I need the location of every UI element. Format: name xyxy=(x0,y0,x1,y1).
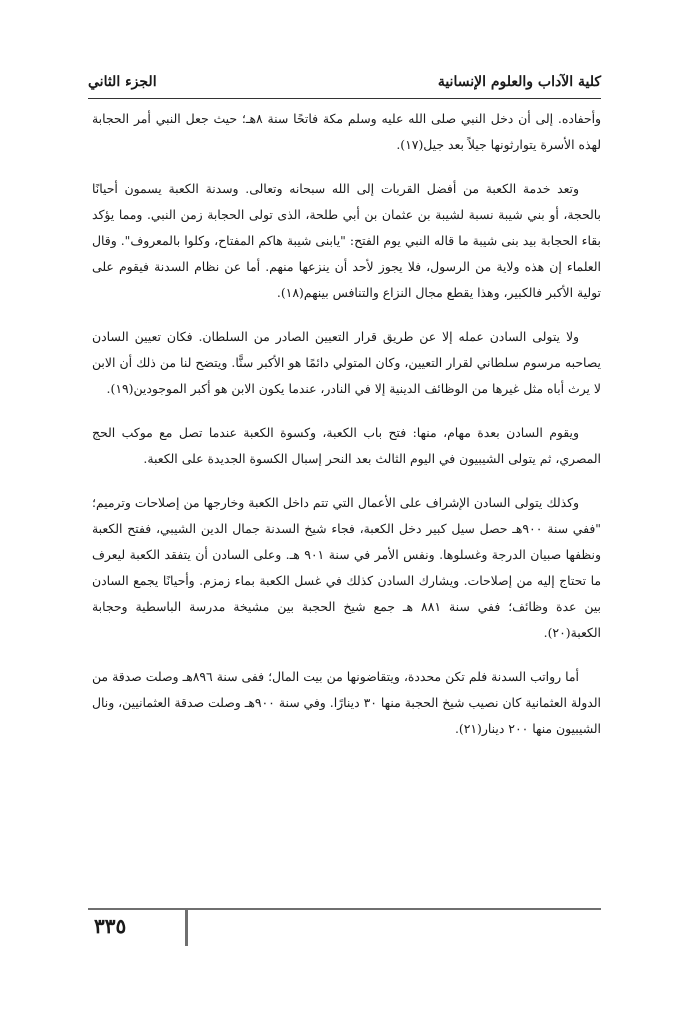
article-body xyxy=(92,106,601,760)
paragraph: وكذلك يتولى السادن الإشراف على الأعمال التي تتم داخل الكعبة وخارجها من إصلاحات وترميم؛ "ففي سنة ٩٠٠هـ حصل سيل كبير دخل الكعبة، فجاء شيخ السدنة جمال الدين الشيبي، ففتح الكعبة ونظفها صبيان الدرجة وغسلوها. ونفس الأمر في سنة ٩٠١ هـ. وعلى السادن أن يتفقد الكعبة ليعرف ما تحتاج إليه من إصلاحات. ويشارك السادن كذلك في غسل الكعبة بماء زمزم. وأحيانًا يجمع السادن بين عدة وظائف؛ ففي سنة ٨٨١ هـ جمع شيخ الحجبة بين مشيخة مدرسة الباسطية وحجابة الكعبة(٢٠). xyxy=(92,495,601,640)
footer-divider xyxy=(185,908,188,946)
page-footer xyxy=(88,908,601,948)
page-number: ٣٣٥ xyxy=(94,914,127,938)
paragraph: ولا يتولى السادن عمله إلا عن طريق قرار التعيين الصادر من السلطان. فكان تعيين السادن يصاحبه مرسوم سلطاني لقرار التعيين، وكان المتولي دائمًا هو الأكبر سنًّا. ويتضح لنا من ذلك أن الابن لا يرث أباه مثل غيرها من الوظائف الدينية إلا في النادر، عندما يكون الابن هو أكبر الموجودين(١٩). xyxy=(92,329,601,396)
header-rule xyxy=(88,98,601,99)
footer-rule xyxy=(88,908,601,910)
paragraph: أما رواتب السدنة فلم تكن محددة، ويتقاضونها من بيت المال؛ ففى سنة ٨٩٦هـ وصلت صدقة من الدولة العثمانية كان نصيب شيخ الحجبة منها ٣٠ دينارًا. وفي سنة ٩٠٠هـ وصلت صدقة العثمانيين، ونال الشيبيون منها ٢٠٠ دينار(٢١). xyxy=(92,669,601,736)
paragraph: ويقوم السادن بعدة مهام، منها: فتح باب الكعبة، وكسوة الكعبة عندما تصل مع موكب الحج المصري، ثم يتولى الشيبيون في اليوم الثالث بعد النحر إسبال الكسوة الجديدة على الكعبة. xyxy=(92,425,601,466)
running-header-title: كلية الآداب والعلوم الإنسانية xyxy=(437,74,601,90)
running-header-part: الجزء الثاني xyxy=(88,74,157,90)
paragraph: وتعد خدمة الكعبة من أفضل القربات إلى الله سبحانه وتعالى. وسدنة الكعبة يسمون أحيانًا بالحجة، أو بني شيبة نسبة لشيبة بن عثمان بن أبي طلحة، الذى تولى الحجابة زمن النبي. ومما يؤكد بقاء الحجابة بيد بنى شيبة ما قاله النبي يوم الفتح: "يابنى شيبة هاكم المفتاح، وكلوا بالمعروف". وقال العلماء إن هذه ولاية من الرسول، فلا يجوز لأحد أن ينزعها منهم. أما عن نظام السدنة فيقوم على تولية الأكبر فالكبير، وهذا يقطع مجال النزاع والتنافس بينهم(١٨). xyxy=(92,181,601,300)
page-header xyxy=(88,70,601,100)
paragraph: وأحفاده. إلى أن دخل النبي صلى الله عليه وسلم مكة فاتحًا سنة ٨هـ؛ حيث جعل النبي أمر الحجابة لهذه الأسرة يتوارثونها جيلاً بعد جيل(١٧). xyxy=(92,111,601,152)
